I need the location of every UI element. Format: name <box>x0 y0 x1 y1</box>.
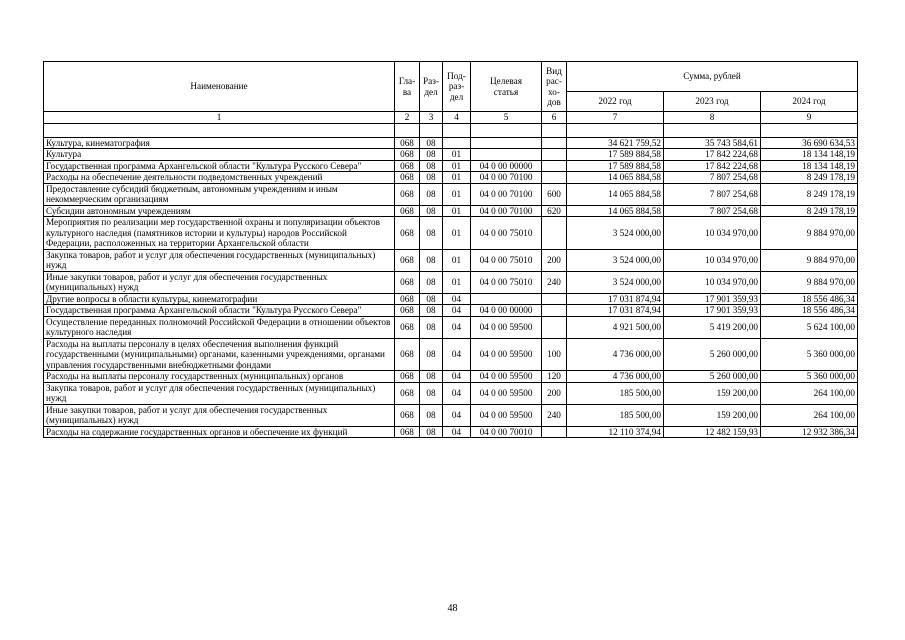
column-number: 2 <box>395 112 420 124</box>
row-target-article: 04 0 00 75010 <box>471 217 542 250</box>
row-sum-2023: 5 260 000,00 <box>664 371 761 383</box>
row-sum-2022: 4 736 000,00 <box>567 338 664 371</box>
header-year-2023: 2023 год <box>664 92 761 112</box>
row-expense-type: 120 <box>542 371 567 383</box>
row-sum-2022: 14 065 884,58 <box>567 183 664 205</box>
row-chapter: 068 <box>395 426 420 438</box>
row-section: 08 <box>420 305 443 317</box>
row-name: Предоставление субсидий бюджетным, автономным учреждениям и иным некоммерческим организациям <box>44 183 395 205</box>
row-chapter: 068 <box>395 371 420 383</box>
row-sum-2022: 17 031 874,94 <box>567 293 664 305</box>
row-subsection: 01 <box>443 249 471 271</box>
row-chapter: 068 <box>395 305 420 317</box>
row-sum-2024: 18 134 148,19 <box>761 160 858 172</box>
row-sum-2022: 12 110 374,94 <box>567 426 664 438</box>
row-chapter: 068 <box>395 293 420 305</box>
table-row <box>44 160 858 172</box>
table-row <box>44 172 858 184</box>
row-name: Мероприятия по реализации мер государственной охраны и популяризации объектов культурного наследия (памятников истории и культуры) народов Российской Федерации, расположенных на территории Архангельской области <box>44 217 395 250</box>
row-subsection: 04 <box>443 293 471 305</box>
row-chapter: 068 <box>395 404 420 426</box>
header-expense-type: Вид рас- хо- дов <box>542 62 567 112</box>
row-section: 08 <box>420 172 443 184</box>
row-sum-2022: 3 524 000,00 <box>567 249 664 271</box>
row-section: 08 <box>420 160 443 172</box>
row-sum-2023: 10 034 970,00 <box>664 249 761 271</box>
budget-table <box>43 61 858 438</box>
row-section: 08 <box>420 271 443 293</box>
table-row <box>44 426 858 438</box>
row-sum-2024: 12 932 386,34 <box>761 426 858 438</box>
row-name: Государственная программа Архангельской области "Культура Русского Севера" <box>44 160 395 172</box>
row-sum-2022: 34 621 759,52 <box>567 137 664 149</box>
table-row <box>44 293 858 305</box>
row-name: Другие вопросы в области культуры, кинематографии <box>44 293 395 305</box>
row-sum-2023: 17 901 359,93 <box>664 293 761 305</box>
row-target-article: 04 0 00 70010 <box>471 426 542 438</box>
row-chapter: 068 <box>395 160 420 172</box>
row-chapter: 068 <box>395 249 420 271</box>
row-expense-type <box>542 160 567 172</box>
row-sum-2023: 35 743 584,61 <box>664 137 761 149</box>
spacer-row <box>44 123 858 137</box>
row-name: Иные закупки товаров, работ и услуг для обеспечения государственных (муниципальных) нужд <box>44 404 395 426</box>
row-subsection: 01 <box>443 217 471 250</box>
column-number: 8 <box>664 112 761 124</box>
row-section: 08 <box>420 183 443 205</box>
row-sum-2022: 17 589 884,58 <box>567 160 664 172</box>
row-subsection: 04 <box>443 338 471 371</box>
row-section: 08 <box>420 316 443 338</box>
row-name: Субсидии автономным учреждениям <box>44 205 395 217</box>
row-sum-2024: 8 249 178,19 <box>761 205 858 217</box>
row-section: 08 <box>420 371 443 383</box>
table-row <box>44 271 858 293</box>
row-subsection: 01 <box>443 149 471 161</box>
row-sum-2022: 14 065 884,58 <box>567 205 664 217</box>
row-sum-2022: 185 500,00 <box>567 404 664 426</box>
header-year-2022: 2022 год <box>567 92 664 112</box>
row-sum-2024: 8 249 178,19 <box>761 172 858 184</box>
row-sum-2024: 36 690 634,53 <box>761 137 858 149</box>
row-sum-2023: 12 482 159,93 <box>664 426 761 438</box>
row-expense-type <box>542 149 567 161</box>
row-name: Культура, кинематография <box>44 137 395 149</box>
row-sum-2023: 7 807 254,68 <box>664 172 761 184</box>
row-expense-type <box>542 293 567 305</box>
table-row <box>44 217 858 250</box>
row-target-article <box>471 293 542 305</box>
table-row <box>44 249 858 271</box>
row-expense-type <box>542 137 567 149</box>
row-subsection: 04 <box>443 404 471 426</box>
row-sum-2024: 18 556 486,34 <box>761 293 858 305</box>
row-subsection: 01 <box>443 205 471 217</box>
row-name: Государственная программа Архангельской области "Культура Русского Севера" <box>44 305 395 317</box>
header-target: Целевая статья <box>471 62 542 112</box>
column-number: 7 <box>567 112 664 124</box>
row-sum-2023: 10 034 970,00 <box>664 217 761 250</box>
row-sum-2024: 18 556 486,34 <box>761 305 858 317</box>
row-target-article: 04 0 00 59500 <box>471 338 542 371</box>
row-sum-2024: 9 884 970,00 <box>761 249 858 271</box>
row-section: 08 <box>420 205 443 217</box>
row-subsection: 04 <box>443 371 471 383</box>
row-target-article <box>471 149 542 161</box>
row-section: 08 <box>420 338 443 371</box>
row-target-article: 04 0 00 00000 <box>471 305 542 317</box>
row-sum-2023: 5 260 000,00 <box>664 338 761 371</box>
row-target-article: 04 0 00 59500 <box>471 316 542 338</box>
row-subsection: 04 <box>443 305 471 317</box>
row-sum-2022: 17 031 874,94 <box>567 305 664 317</box>
row-name: Культура <box>44 149 395 161</box>
table-row <box>44 305 858 317</box>
row-name: Осуществление переданных полномочий Российской Федерации в отношении объектов культурного наследия <box>44 316 395 338</box>
table-row <box>44 404 858 426</box>
header-name: Наименование <box>44 62 395 112</box>
row-expense-type <box>542 305 567 317</box>
row-expense-type <box>542 316 567 338</box>
row-name: Закупка товаров, работ и услуг для обеспечения государственных (муниципальных) нужд <box>44 382 395 404</box>
row-chapter: 068 <box>395 149 420 161</box>
row-sum-2022: 4 921 500,00 <box>567 316 664 338</box>
row-sum-2023: 5 419 200,00 <box>664 316 761 338</box>
row-subsection: 01 <box>443 183 471 205</box>
header-sum: Сумма, рублей <box>567 62 858 92</box>
header-subsection: Под- раз- дел <box>443 62 471 112</box>
row-chapter: 068 <box>395 137 420 149</box>
table-row <box>44 371 858 383</box>
row-sum-2024: 9 884 970,00 <box>761 271 858 293</box>
row-target-article: 04 0 00 70100 <box>471 183 542 205</box>
column-number: 1 <box>44 112 395 124</box>
row-target-article: 04 0 00 59500 <box>471 382 542 404</box>
row-subsection: 01 <box>443 160 471 172</box>
row-name: Расходы на выплаты персоналу в целях обеспечения выполнения функций государственными (муниципальными) органами, казенными учреждениями, органами управления государственными внебюджетными фондами <box>44 338 395 371</box>
row-subsection: 01 <box>443 271 471 293</box>
row-subsection: 04 <box>443 316 471 338</box>
row-sum-2024: 5 360 000,00 <box>761 371 858 383</box>
row-section: 08 <box>420 293 443 305</box>
header-year-2024: 2024 год <box>761 92 858 112</box>
header-section: Раз- дел <box>420 62 443 112</box>
row-target-article: 04 0 00 70100 <box>471 172 542 184</box>
row-expense-type: 240 <box>542 404 567 426</box>
row-name: Закупка товаров, работ и услуг для обеспечения государственных (муниципальных) нужд <box>44 249 395 271</box>
row-subsection: 04 <box>443 426 471 438</box>
row-chapter: 068 <box>395 205 420 217</box>
row-expense-type: 620 <box>542 205 567 217</box>
row-sum-2024: 9 884 970,00 <box>761 217 858 250</box>
row-section: 08 <box>420 149 443 161</box>
column-number-row <box>44 112 858 124</box>
row-sum-2022: 4 736 000,00 <box>567 371 664 383</box>
column-number: 3 <box>420 112 443 124</box>
row-sum-2024: 8 249 178,19 <box>761 183 858 205</box>
table-row <box>44 205 858 217</box>
row-chapter: 068 <box>395 338 420 371</box>
page-number: 48 <box>447 603 458 614</box>
row-section: 08 <box>420 137 443 149</box>
row-chapter: 068 <box>395 183 420 205</box>
row-subsection <box>443 137 471 149</box>
table-row <box>44 382 858 404</box>
column-number: 6 <box>542 112 567 124</box>
row-subsection: 01 <box>443 172 471 184</box>
table-row <box>44 183 858 205</box>
row-section: 08 <box>420 217 443 250</box>
row-name: Иные закупки товаров, работ и услуг для обеспечения государственных (муниципальных) нужд <box>44 271 395 293</box>
row-target-article: 04 0 00 75010 <box>471 249 542 271</box>
table-body <box>44 137 858 438</box>
row-sum-2024: 264 100,00 <box>761 382 858 404</box>
row-section: 08 <box>420 382 443 404</box>
row-expense-type <box>542 172 567 184</box>
row-sum-2022: 3 524 000,00 <box>567 217 664 250</box>
row-sum-2022: 17 589 884,58 <box>567 149 664 161</box>
row-expense-type <box>542 217 567 250</box>
row-expense-type: 200 <box>542 249 567 271</box>
row-sum-2023: 17 842 224,68 <box>664 149 761 161</box>
row-expense-type <box>542 426 567 438</box>
row-sum-2024: 5 360 000,00 <box>761 338 858 371</box>
row-target-article: 04 0 00 75010 <box>471 271 542 293</box>
row-sum-2022: 3 524 000,00 <box>567 271 664 293</box>
row-section: 08 <box>420 426 443 438</box>
row-expense-type: 600 <box>542 183 567 205</box>
row-subsection: 04 <box>443 382 471 404</box>
table-row <box>44 149 858 161</box>
row-target-article: 04 0 00 70100 <box>471 205 542 217</box>
row-expense-type: 100 <box>542 338 567 371</box>
row-sum-2024: 264 100,00 <box>761 404 858 426</box>
row-expense-type: 200 <box>542 382 567 404</box>
row-sum-2023: 7 807 254,68 <box>664 183 761 205</box>
row-sum-2023: 17 901 359,93 <box>664 305 761 317</box>
row-target-article: 04 0 00 59500 <box>471 404 542 426</box>
row-section: 08 <box>420 249 443 271</box>
row-name: Расходы на выплаты персоналу государственных (муниципальных) органов <box>44 371 395 383</box>
row-sum-2022: 185 500,00 <box>567 382 664 404</box>
column-number: 5 <box>471 112 542 124</box>
row-chapter: 068 <box>395 217 420 250</box>
row-target-article: 04 0 00 59500 <box>471 371 542 383</box>
row-chapter: 068 <box>395 316 420 338</box>
row-sum-2022: 14 065 884,58 <box>567 172 664 184</box>
column-number: 9 <box>761 112 858 124</box>
row-sum-2023: 159 200,00 <box>664 382 761 404</box>
row-section: 08 <box>420 404 443 426</box>
row-target-article: 04 0 00 00000 <box>471 160 542 172</box>
table-row <box>44 137 858 149</box>
row-chapter: 068 <box>395 382 420 404</box>
row-name: Расходы на обеспечение деятельности подведомственных учреждений <box>44 172 395 184</box>
header-chapter: Гла- ва <box>395 62 420 112</box>
row-name: Расходы на содержание государственных органов и обеспечение их функций <box>44 426 395 438</box>
row-sum-2023: 159 200,00 <box>664 404 761 426</box>
row-sum-2024: 18 134 148,19 <box>761 149 858 161</box>
row-sum-2023: 17 842 224,68 <box>664 160 761 172</box>
row-sum-2024: 5 624 100,00 <box>761 316 858 338</box>
row-chapter: 068 <box>395 172 420 184</box>
row-expense-type: 240 <box>542 271 567 293</box>
row-target-article <box>471 137 542 149</box>
row-sum-2023: 10 034 970,00 <box>664 271 761 293</box>
row-chapter: 068 <box>395 271 420 293</box>
table-row <box>44 338 858 371</box>
row-sum-2023: 7 807 254,68 <box>664 205 761 217</box>
table-row <box>44 316 858 338</box>
column-number: 4 <box>443 112 471 124</box>
